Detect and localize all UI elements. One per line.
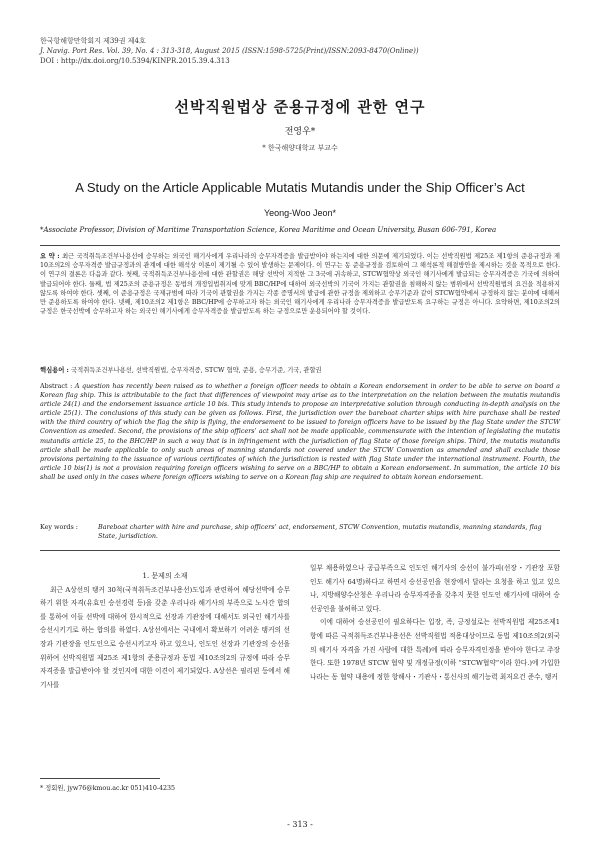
body-paragraph: 최근 A상선의 탱커 30척(국적취득조건부나용선)도입과 관련하여 해당선박에 승무하기 위한 자격(유효인 승선경력 등)을 갖춘 우리나라 해기사의 부족으로 노사간 합의를 통하여 이들 선박에 대하여 한시적으로 선장과 기관장에 대해서도 외국인 해기사를 승선시키기로 하는 합의를 하였다. A상선에서는 국내에서 확보하기 어려운 탱커의 선장과 기관장을 인도인으로 승선시키고자 하고 있으나, 인도인 선장과 기관장의 승선을 위하여 선박직원법 제25조 제1항의 준용규정과 동법 제10조의2의 규정에 따라 승무자격증을 발급받아야 할 것인지에 대한 이견이 제기되었다. A상선은 필리핀 등에서 해기사를 — [40, 585, 290, 689]
author-english: Yeong-Woo Jeon* — [263, 208, 337, 218]
abstract-english — [40, 382, 560, 482]
keywords-english — [40, 523, 560, 541]
section-title: 1. 문제의 소재 — [142, 572, 188, 580]
abstract-korean-label: 요 약 : — [40, 253, 63, 260]
footnote-rule — [40, 778, 160, 779]
abstract-english-text: A question has recently been raised as to whether a foreign officer needs to obtain a Korean endorsement in order to be able to serve on board a Korean flag ship. This is attributable to the fact that differences of viewpoint may arise as to the interpretation on the relation between the mutatis mutandis article 24(1) and the endorsement issuance article 10 bis. This study intends to propose an interpretative solution through conducting in-depth analysis on the article 25(1). The conclusions of this study can be given as follows. First, the jurisdiction over the bareboat charter ships with hire purchase shall be rested with the third country of which the flag the ship is flying, the endorsement to be issued to foreign officers have to be issued by the flag State under the STCW Convention as ameded. Second, the provisions of the ship officers’ act shall not be made applicable, commensurate with the intention of legislating the mutatis mutandis article 25, to the BHC/HP in such a way that is in infringement with the jurisdiction of flag State of those foreign ships. Third, the mutatis mutandis article shall be made applicable to only such areas of manning standards not covered under the STCW Convention as amended and shall exclude those provisions pertaining to the issuance of various certificates of which the jurisdiction is rested with flag State under the international instrument. Fourth, the article 10 bis(1) is not a provision requiring foreign officers wishing to serve on a BBC/HP to obtain a Korean endorsement. In summation, the article 10 bis shall be used only in the cases where foreign officers wishing to serve on a Korean flag ship are required to obtain korean endorsement. — [40, 382, 560, 481]
body-paragraph: 이에 대하여 승선공인이 필요하다는 입장, 즉, 긍정설로는 선박직원법 제25조제1항에 따른 국적취득조건부나용선은 선박직원법 적용대상이므로 동법 제10조의2(외국의 해기사 자격을 가진 사람에 대한 특례)에 따라 승무자격인정을 받아야 한다고 주장한다. 또한 1978년 STCW 협약 및 개정규정(이하 “STCW협약”이라 한다.)에 가입한 나라는 동 협약 내용에 정한 항해사・기관사・통신사의 해기능력 최저요건 준수, 탱커 — [310, 618, 560, 681]
body-column-right — [310, 562, 560, 684]
journal-citation: J. Navig. Port Res. Vol. 39, No. 4 : 313-318, August 2015 (ISSN:1598-5725(Print)/ISSN:2093-8470(Online)) — [40, 47, 419, 55]
affiliation-english: *Associate Professor, Division of Maritime Transportation Science, Korea Maritime and Ocean University, Busan 606-791, Korea — [40, 226, 497, 234]
paper-title-korean: 선박직원법상 준용규정에 관한 연구 — [174, 98, 426, 116]
author-korean: 전영우* — [284, 127, 316, 137]
abstract-english-label: Abstract : — [40, 382, 75, 390]
keywords-korean — [40, 366, 560, 375]
footnote: * 정회원, jyw76@kmou.ac.kr 051)410-4235 — [40, 785, 176, 792]
keywords-english-text: Bareboat charter with hire and purchase, ship officers’ act, endorsement, STCW Convention, mutatis mutandis, manning standards, flag State, jurisdiction. — [98, 523, 542, 541]
journal-doi: DOI : http://dx.doi.org/10.5394/KINPR.2015.39.4.313 — [40, 57, 230, 65]
journal-header — [40, 36, 419, 66]
journal-name: 한국항해항만학회지 제39권 제4호 — [40, 37, 146, 45]
page-number: - 313 - — [287, 820, 313, 829]
keywords-korean-text: 국적취득조건부나용선, 선박직원법, 승무자격증, STCW 협약, 준용, 승무기준, 기국, 관할권 — [71, 367, 322, 374]
divider-bottom — [40, 550, 560, 551]
keywords-english-label: Key words : — [40, 523, 78, 531]
paper-title-english: A Study on the Article Applicable Mutatis Mutandis under the Ship Officer’s Act — [75, 180, 525, 195]
divider-top — [40, 245, 560, 246]
body-paragraph: 일부 채용하였으나 공급부족으로 인도인 해기사의 승선이 불가피(선장・기관장 포함 인도 해기사 64명)하다고 하면서 승선공인을 현장에서 달라는 요청을 하고 있고 있으나, 지방해양수산청은 우리나라 승무자격증을 갖추지 못한 인도인 해기사에 대하여 승선공인을 불허하고 있다. — [310, 564, 560, 613]
body-column-left — [40, 570, 290, 692]
affiliation-korean: * 한국해양대학교 부교수 — [262, 144, 338, 152]
abstract-korean-text: 최근 국적취득조건부나용선에 승무하는 외국인 해기사에게 우리나라의 승무자격증을 발급받아야 하는지에 대한 의문에 제기되었다. 이는 선박직원법 제25조 제1항의 준용규정과 제10조의2의 승무자격증 발급규정과의 관계에 대한 해석상 이론이 제기될 수 있어 발생하는 문제이다. 이 연구는 동 준용규정을 검토하여 그 해석론적 해결방안을 제시하는 것을 목적으로 한다. 이 연구의 결론은 다음과 같다. 첫째, 국적취득조건부나용선에 대한 관할권은 해당 선박이 지적한 그 3국에 귀속하고, STCW협약상 외국인 해기사에게 발급되는 승무자격증은 기국에 의하여 발급되어야 한다. 둘째, 법 제25조의 준용규정은 동법의 개정입법취지에 맞게 BBC/HP에 대하여 외국선박의 기국이 가지는 관할권을 침해하지 않는 범위에서 선박직원법의 요건을 적용하지 않도록 하여야 한다. 셋째, 이 준용규정은 국제규범에 따라 기국이 관할권을 가지는 각종 증명서의 발급에 관한 규정을 제외하고 승무기준과 같이 STCW협약에서 규정하지 않는 분야에 대해서만 준용하도록 하여야 한다. 넷째, 제10조의2 제1항은 BBC/HP에 승무하고자 하는 외국인 해기사에게 우리나라 승무자격증을 발급받도록 요구하는 규정은 아니다. 요약하면, 제10조의2의 규정은 한국선박에 승무하고자 하는 외국인 해기사에게 승무자격증을 발급받도록 하는 규정으로만 운용되어야 할 것이다. — [40, 253, 560, 316]
keywords-korean-label: 핵심용어 : — [40, 367, 72, 374]
abstract-korean — [40, 252, 560, 316]
